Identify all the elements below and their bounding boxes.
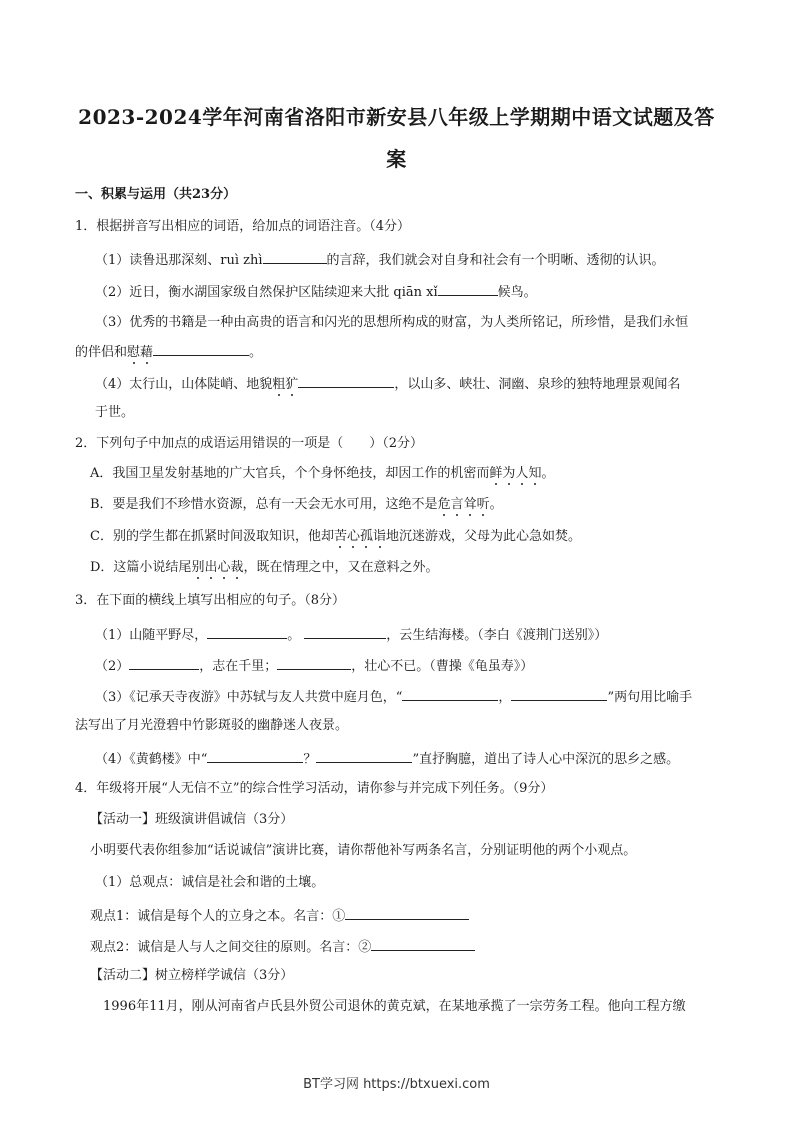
q2-option-b	[90, 498, 503, 511]
q1-item-3-text-a: 的伴侣和	[75, 345, 128, 360]
q1-item-4-line-2: 于世。	[95, 405, 135, 420]
answer-blank[interactable]	[304, 626, 386, 639]
answer-blank[interactable]	[316, 750, 412, 763]
item-text: ，壮心不已。（曹操《龟虽寿》）	[351, 659, 534, 674]
option-text: B．要是我们不珍惜水资源，总有一天会无水可用，这绝不是	[90, 497, 438, 512]
answer-blank[interactable]	[298, 375, 394, 388]
q1-item-2-text-a: （2）近日，衡水湖国家级自然保护区陆续迎来大批 qiān xǐ	[95, 285, 438, 300]
q2-option-a	[90, 467, 554, 480]
q3-item-4	[95, 750, 679, 766]
q4-activity-1-description: 小明要代表你组参加“话说诚信”演讲比赛，请你帮他补写两条名言，分别证明他的两个小观点。	[90, 843, 637, 858]
option-text: 。	[541, 466, 555, 481]
q3-item-1	[95, 626, 607, 642]
answer-blank[interactable]	[345, 907, 469, 920]
q1-item-4-text-b: ，以山多、峡壮、洞幽、泉珍的独特地理景观闻名	[394, 377, 681, 392]
dotted-char: 别	[191, 560, 205, 575]
q1-item-3-line-1: （3）优秀的书籍是一种由高贵的语言和闪光的思想所构成的财富，为人类所铭记，所珍惜，是我们永恒	[95, 315, 689, 330]
option-text: D．这篇小说结尾	[90, 560, 192, 575]
q1-item-4-text-a: （4）太行山，山体陡峭、地貌	[95, 377, 273, 392]
q2-option-d	[90, 561, 439, 574]
item-text: ”两句用比喻手	[607, 690, 693, 705]
q4-activity-2-heading: 【活动二】树立榜样学诚信（3分）	[90, 968, 294, 983]
q4-view-1	[90, 907, 469, 923]
q4-activity-1-heading: 【活动一】班级演讲倡诚信（3分）	[90, 812, 294, 827]
q3-item-3-line-2: 法写出了月光澄碧中竹影斑驳的幽静迷人夜景。	[75, 718, 349, 733]
q1-item-3-line-2	[75, 343, 262, 359]
option-text: ，既在情理之中，又在意料之外。	[243, 560, 439, 575]
item-text: ，	[498, 690, 512, 705]
dotted-char: 人	[515, 466, 529, 481]
q4-story-paragraph: 1996年11月，刚从河南省卢氏县外贸公司退休的黄克斌，在某地承揽了一宗劳务工程。他向工程方缴	[103, 999, 686, 1014]
q1-item-2-text-b: 候鸟。	[497, 285, 537, 300]
q2-option-c	[90, 530, 581, 543]
item-text: （4）《黄鹤楼》中“	[95, 752, 208, 767]
dotted-char: 诣	[373, 529, 387, 544]
answer-blank[interactable]	[277, 657, 351, 670]
answer-blank[interactable]	[207, 750, 303, 763]
answer-blank[interactable]	[129, 657, 199, 670]
answer-blank[interactable]	[153, 343, 249, 356]
item-text: （1）山随平野尽，	[95, 628, 208, 643]
option-text: 地沉迷游戏，父母为此心急如焚。	[386, 529, 582, 544]
item-text: ？	[303, 752, 317, 767]
dotted-char: 听	[476, 497, 490, 512]
answer-blank[interactable]	[263, 251, 327, 264]
q3-stem: 3．在下面的横线上填写出相应的句子。（8分）	[75, 593, 346, 608]
item-text: （3）《记承天寺夜游》中苏轼与友人共赏中庭月色，“	[95, 690, 403, 705]
q3-item-2	[95, 657, 533, 673]
option-text: A．我国卫星发射基地的广大官兵，个个身怀绝技，却因工作的机密而	[90, 466, 490, 481]
section-heading: 一、积累与运用（共23分）	[75, 187, 237, 202]
dotted-char: 耸	[463, 497, 477, 512]
dotted-char: 粗	[272, 377, 286, 392]
q1-item-2	[95, 283, 537, 299]
q1-item-1-text-a: （1）读鲁迅那深刻、ruì zhì	[95, 253, 263, 268]
dotted-char: 犷	[285, 377, 299, 392]
dotted-char: 出	[204, 560, 218, 575]
q3-item-3-line-1	[95, 688, 692, 704]
item-text: ”直抒胸臆，道出了诗人心中深沉的思乡之感。	[412, 752, 680, 767]
q4-overall-view: （1）总观点：诚信是社会和谐的土壤。	[95, 875, 325, 890]
answer-blank[interactable]	[511, 688, 607, 701]
item-text: ，云生结海楼。（李白《渡荆门送别》）	[386, 628, 608, 643]
q2-stem: 2．下列句子中加点的成语运用错误的一项是（ ）（2分）	[75, 436, 424, 451]
item-text: 观点2：诚信是人与人之间交往的原则。名言：②	[90, 940, 372, 955]
footer-watermark: BT学习网 https://btxuexi.com	[303, 1077, 490, 1092]
dotted-char: 裁	[230, 560, 244, 575]
dotted-char: 言	[450, 497, 464, 512]
dotted-char: 鲜	[489, 466, 503, 481]
q1-item-3-text-b: 。	[249, 345, 263, 360]
dotted-char: 孤	[359, 529, 373, 544]
answer-blank[interactable]	[402, 688, 498, 701]
option-text: C．别的学生都在抓紧时间汲取知识，他却	[90, 529, 334, 544]
q4-stem: 4．年级将开展“人无信不立”的综合性学习活动，请你参与并完成下列任务。（9分）	[75, 781, 554, 796]
document-title-line-1: 2023-2024学年河南省洛阳市新安县八年级上学期期中语文试题及答	[78, 105, 715, 129]
q4-view-2	[90, 938, 475, 954]
q1-item-1	[95, 251, 665, 267]
answer-blank[interactable]	[207, 626, 287, 639]
item-text: 。	[287, 628, 301, 643]
answer-blank[interactable]	[371, 938, 475, 951]
dotted-char: 藉	[140, 345, 154, 360]
item-text: ，志在千里；	[199, 659, 278, 674]
dotted-char: 苦	[333, 529, 347, 544]
dotted-char: 为	[502, 466, 516, 481]
answer-blank[interactable]	[438, 283, 498, 296]
q1-stem: 1．根据拼音写出相应的词语，给加点的词语注音。（4分）	[75, 219, 411, 234]
dotted-char: 危	[437, 497, 451, 512]
dotted-char: 慰	[127, 345, 141, 360]
q1-item-1-text-b: 的言辞，我们就会对自身和社会有一个明晰、透彻的认识。	[326, 253, 665, 268]
dotted-char: 心	[217, 560, 231, 575]
item-text: （2）	[95, 659, 130, 674]
dotted-char: 心	[346, 529, 360, 544]
q1-item-4-line-1	[95, 375, 680, 391]
dotted-char: 知	[528, 466, 542, 481]
option-text: 。	[489, 497, 503, 512]
document-title-line-2: 案	[386, 147, 407, 171]
item-text: 观点1：诚信是每个人的立身之本。名言：①	[90, 909, 346, 924]
